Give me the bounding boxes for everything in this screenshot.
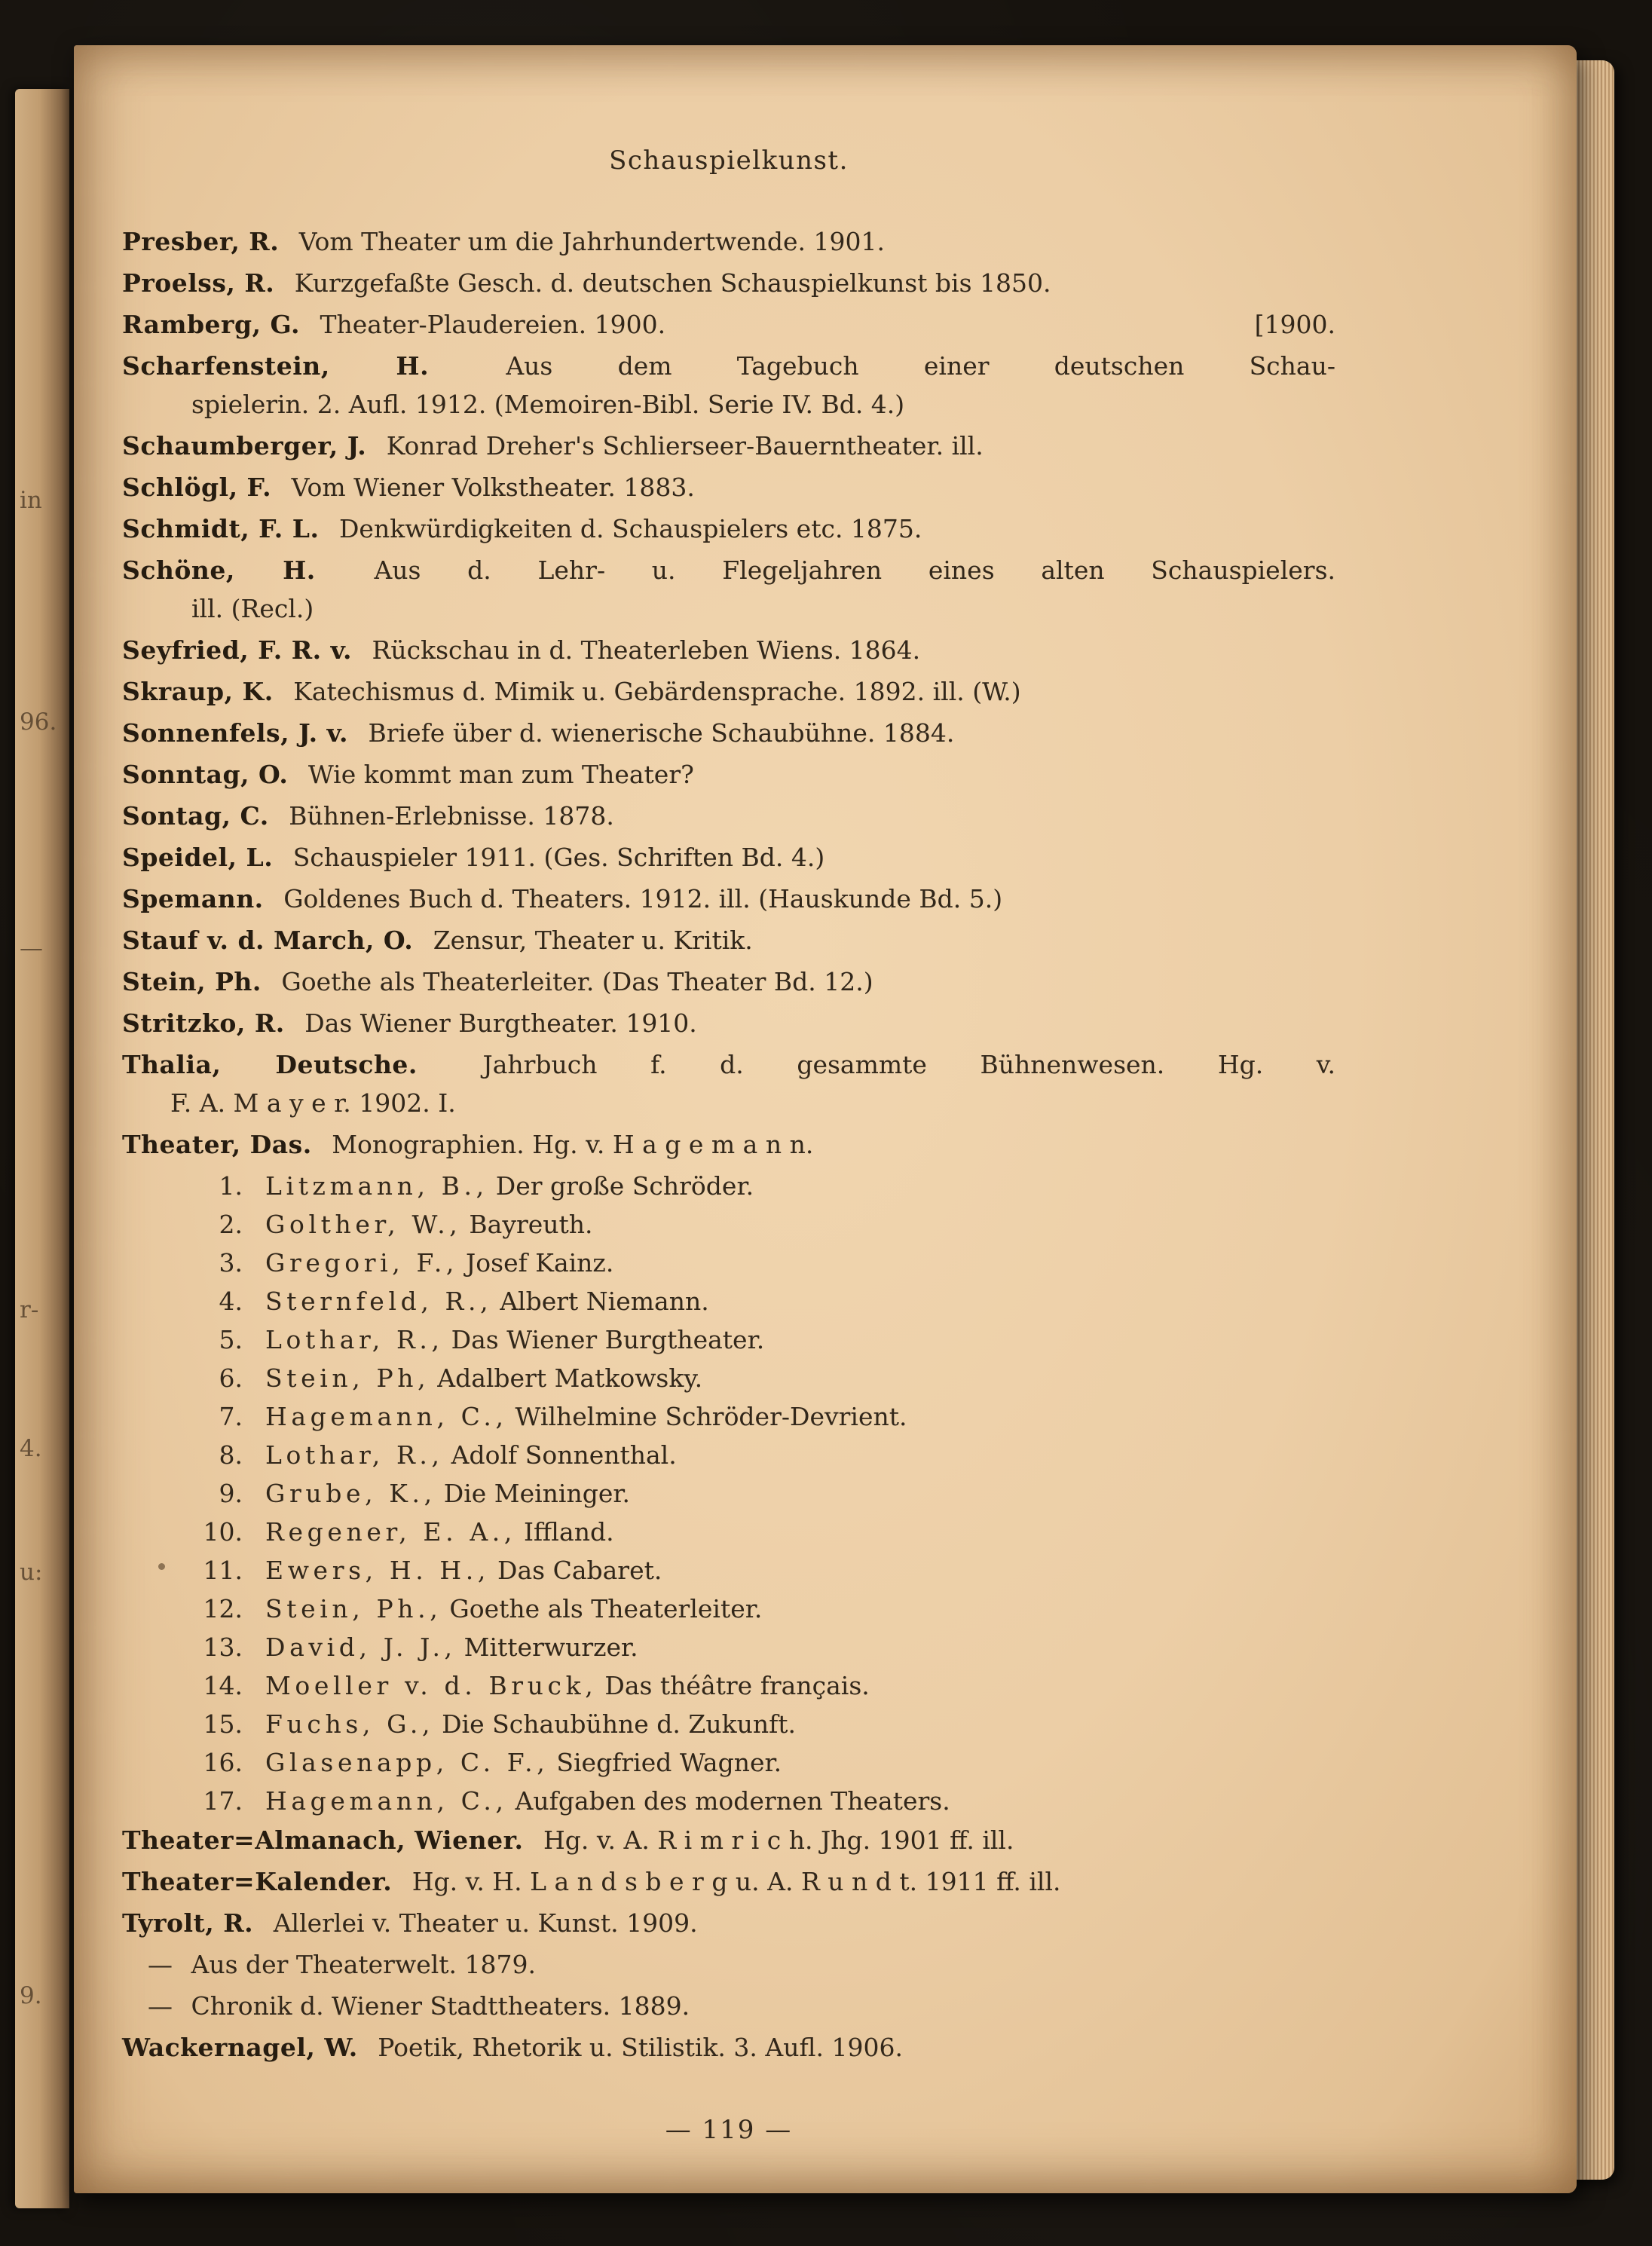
bibliography-entry (122, 880, 1335, 918)
monograph-item (122, 1628, 1335, 1666)
entry-author: Theater, Das. (122, 1130, 312, 1159)
margin-fragment: in (20, 487, 42, 514)
bibliography-entry (122, 468, 1335, 506)
item-author: Moeller v. d. Bruck, (265, 1671, 598, 1700)
entry-author: Sontag, C. (122, 801, 269, 831)
page-number: — 119 — (665, 2115, 793, 2145)
monograph-item (122, 1359, 1335, 1397)
monograph-item (122, 1205, 1335, 1244)
monograph-item (122, 1436, 1335, 1474)
item-text (265, 1167, 754, 1205)
entry-text-continuation: spielerin. 2. Aufl. 1912. (Memoiren-Bibl. Serie IV. Bd. 4.) (191, 390, 905, 419)
monograph-item (122, 1666, 1335, 1705)
entry-text: Hg. v. A. R i m r i c h. Jhg. 1901 ff. ill. (543, 1825, 1014, 1855)
item-work: Iffland. (523, 1517, 614, 1547)
entry-text: Jahrbuch f. d. gesammte Bühnenwesen. Hg. v. (482, 1050, 1335, 1079)
item-author: Glasenapp, C. F., (265, 1748, 549, 1777)
entry-text: Aus der Theaterwelt. 1879. (191, 1950, 537, 1979)
bibliography-entry (122, 427, 1335, 465)
item-text (265, 1551, 662, 1590)
item-number: 10. (203, 1517, 243, 1547)
item-work: Mitterwurzer. (463, 1632, 638, 1662)
entry-text: Goethe als Theaterleiter. (Das Theater Bd. 12.) (281, 967, 873, 996)
item-work: Bayreuth. (469, 1210, 593, 1239)
entry-text: Vom Theater um die Jahrhundertwende. 1901. (298, 227, 885, 256)
item-number: 12. (203, 1594, 243, 1623)
bibliography-entry (122, 631, 1335, 669)
item-author: Stein, Ph., (265, 1594, 442, 1623)
item-author: Grube, K., (265, 1479, 436, 1508)
item-number: 16. (203, 1748, 243, 1777)
item-work: Aufgaben des modernen Theaters. (515, 1786, 950, 1816)
item-text (265, 1436, 677, 1474)
entry-text: Aus dem Tagebuch einer deutschen Schau- (506, 351, 1335, 381)
entry-text-continuation: ill. (Recl.) (191, 594, 314, 623)
margin-fragment: 4. (20, 1435, 42, 1462)
bibliography-entry (122, 264, 1335, 302)
monograph-item (122, 1474, 1335, 1513)
item-number: 2. (219, 1210, 243, 1239)
item-author: Sternfeld, R., (265, 1287, 493, 1316)
item-text (265, 1397, 907, 1436)
bibliography-entry (122, 305, 1335, 344)
entry-author: Sonntag, O. (122, 760, 289, 789)
margin-fragment: 96. (20, 708, 57, 736)
page-content (122, 116, 1335, 2070)
monograph-item (122, 1320, 1335, 1359)
bibliography-entry (122, 1862, 1335, 1901)
monograph-item (122, 1167, 1335, 1205)
entry-author: Theater=Kalender. (122, 1867, 393, 1896)
margin-fragment: — (20, 935, 43, 962)
item-author: Lothar, R., (265, 1325, 444, 1354)
entry-author: Presber, R. (122, 227, 280, 256)
item-number: 15. (203, 1709, 243, 1739)
monograph-item (122, 1244, 1335, 1282)
bibliography-entry (122, 2028, 1335, 2067)
entry-text: Schauspieler 1911. (Ges. Schriften Bd. 4.) (292, 843, 825, 872)
entry-author: Schaumberger, J. (122, 431, 367, 461)
monograph-item (122, 1590, 1335, 1628)
monograph-item (122, 1282, 1335, 1320)
entry-text: Vom Wiener Volkstheater. 1883. (291, 473, 695, 502)
item-author: Fuchs, G., (265, 1709, 435, 1739)
bibliography-entry (122, 797, 1335, 835)
bibliography-entry (122, 1904, 1335, 1942)
item-work: Josef Kainz. (466, 1248, 614, 1278)
entry-author: Theater=Almanach, Wiener. (122, 1825, 524, 1855)
entry-author: Skraup, K. (122, 677, 274, 706)
monograph-item (122, 1397, 1335, 1436)
item-work: Das Cabaret. (497, 1556, 662, 1585)
item-author: Lothar, R., (265, 1440, 444, 1470)
item-work: Adalbert Matkowsky. (437, 1363, 703, 1393)
item-number: 8. (219, 1440, 243, 1470)
repeat-author-dash: — (148, 1991, 173, 2021)
bibliography-entry (122, 551, 1335, 628)
margin-fragment: r- (20, 1296, 39, 1323)
bibliography-entry (122, 714, 1335, 752)
entry-text: Hg. v. H. L a n d s b e r g u. A. R u n d t. 1911 ff. ill. (411, 1867, 1061, 1896)
repeat-author-dash: — (148, 1950, 173, 1979)
item-text (265, 1205, 593, 1244)
entry-author: Wackernagel, W. (122, 2033, 358, 2062)
item-work: Wilhelmine Schröder-Devrient. (515, 1402, 907, 1431)
item-number: 4. (219, 1287, 243, 1316)
item-author: Gregori, F., (265, 1248, 459, 1278)
item-text (265, 1782, 950, 1820)
entry-text: Denkwürdigkeiten d. Schauspielers etc. 1875. (338, 514, 922, 543)
entry-author: Proelss, R. (122, 268, 275, 298)
catchword-note: [1900. (1254, 310, 1335, 339)
facing-page-edge (15, 89, 69, 2208)
entry-author: Schmidt, F. L. (122, 514, 320, 543)
item-text (265, 1628, 638, 1666)
monograph-item (122, 1551, 1335, 1590)
item-number: 3. (219, 1248, 243, 1278)
bibliography-entry (122, 1004, 1335, 1042)
item-author: Hagemann, C., (265, 1786, 508, 1816)
entry-text: Allerlei v. Theater u. Kunst. 1909. (273, 1908, 698, 1938)
item-number: 9. (219, 1479, 243, 1508)
item-author: Ewers, H. H., (265, 1556, 491, 1585)
entry-text: Briefe über d. wienerische Schaubühne. 1884. (368, 718, 955, 748)
entry-text: Monographien. Hg. v. H a g e m a n n. (332, 1130, 814, 1159)
item-work: Die Schaubühne d. Zukunft. (442, 1709, 797, 1739)
item-number: 7. (219, 1402, 243, 1431)
item-number: 5. (219, 1325, 243, 1354)
item-number: 17. (203, 1786, 243, 1816)
monograph-item (122, 1743, 1335, 1782)
bibliography-entry (122, 347, 1335, 424)
bibliography-entry (122, 962, 1335, 1001)
item-work: Adolf Sonnenthal. (451, 1440, 677, 1470)
page-header: Schauspielkunst. (609, 145, 849, 176)
item-author: Stein, Ph, (265, 1363, 430, 1393)
entry-text: Bühnen-Erlebnisse. 1878. (289, 801, 614, 831)
entry-text: Wie kommt man zum Theater? (307, 760, 694, 789)
item-number: 11. (203, 1556, 243, 1585)
item-work: Goethe als Theaterleiter. (449, 1594, 763, 1623)
item-work: Das Wiener Burgtheater. (451, 1325, 765, 1354)
margin-fragment: u: (20, 1559, 43, 1586)
entry-author: Ramberg, G. (122, 310, 300, 339)
item-author: Golther, W., (265, 1210, 462, 1239)
monograph-item (122, 1513, 1335, 1551)
book-page (74, 45, 1577, 2193)
entry-author: Schöne, H. (122, 555, 316, 585)
entry-author: Sonnenfels, J. v. (122, 718, 348, 748)
bibliography-entry (122, 672, 1335, 711)
entry-text: Theater-Plaudereien. 1900. (320, 310, 666, 339)
entry-text: Poetik, Rhetorik u. Stilistik. 3. Aufl. 1906. (378, 2033, 903, 2062)
item-number: 1. (219, 1171, 243, 1201)
item-number: 14. (203, 1671, 243, 1700)
margin-fragment: 9. (20, 1982, 42, 2009)
bibliography-entry (122, 1125, 1335, 1164)
item-text (265, 1320, 764, 1359)
item-text (265, 1590, 762, 1628)
item-author: David, J. J., (265, 1632, 457, 1662)
item-work: Siegfried Wagner. (556, 1748, 782, 1777)
item-text (265, 1244, 613, 1282)
monograph-item (122, 1705, 1335, 1743)
same-author-entry (122, 1987, 1335, 2025)
item-text (265, 1359, 702, 1397)
entry-author: Stauf v. d. March, O. (122, 926, 414, 955)
bibliography-entry (122, 838, 1335, 877)
bibliography-entry (122, 1821, 1335, 1859)
monograph-series-list (122, 1167, 1335, 1820)
item-text (265, 1666, 870, 1705)
item-work: Der große Schröder. (495, 1171, 754, 1201)
item-text (265, 1282, 709, 1320)
entry-text-continuation: F. A. M a y e r. 1902. I. (170, 1088, 456, 1118)
entry-text: Kurzgefaßte Gesch. d. deutschen Schauspielkunst bis 1850. (294, 268, 1051, 298)
item-number: 6. (219, 1363, 243, 1393)
bibliography-entry (122, 1045, 1335, 1122)
item-text (265, 1705, 796, 1743)
entry-text: Das Wiener Burgtheater. 1910. (304, 1008, 697, 1038)
entry-author: Seyfried, F. R. v. (122, 635, 353, 665)
entry-author: Tyrolt, R. (122, 1908, 254, 1938)
item-text (265, 1743, 782, 1782)
entry-author: Schlögl, F. (122, 473, 272, 502)
entry-author: Stritzko, R. (122, 1008, 285, 1038)
item-work: Das théâtre français. (604, 1671, 870, 1700)
entry-text: Chronik d. Wiener Stadttheaters. 1889. (191, 1991, 690, 2021)
entry-author: Spemann. (122, 884, 264, 913)
entry-text: Rückschau in d. Theaterleben Wiens. 1864. (372, 635, 921, 665)
item-number: 13. (203, 1632, 243, 1662)
bibliography-entry (122, 921, 1335, 959)
entry-author: Stein, Ph. (122, 967, 262, 996)
entry-author: Scharfenstein, H. (122, 351, 430, 381)
same-author-entry (122, 1945, 1335, 1984)
item-author: Litzmann, B., (265, 1171, 488, 1201)
item-work: Albert Niemann. (500, 1287, 709, 1316)
bibliography-entry (122, 222, 1335, 261)
entry-text: Konrad Dreher's Schlierseer-Bauerntheater. ill. (386, 431, 984, 461)
entry-author: Speidel, L. (122, 843, 274, 872)
item-text (265, 1513, 614, 1551)
entry-author: Thalia, Deutsche. (122, 1050, 418, 1079)
bibliography-entry (122, 755, 1335, 794)
monograph-item (122, 1782, 1335, 1820)
entry-text: Aus d. Lehr- u. Flegeljahren eines alten Schauspielers. (374, 555, 1335, 585)
item-work: Die Meininger. (443, 1479, 631, 1508)
bibliography-entry (122, 509, 1335, 548)
item-author: Regener, E. A., (265, 1517, 516, 1547)
entry-text: Zensur, Theater u. Kritik. (433, 926, 753, 955)
entry-text: Katechismus d. Mimik u. Gebärdensprache. 1892. ill. (W.) (293, 677, 1021, 706)
item-author: Hagemann, C., (265, 1402, 508, 1431)
item-text (265, 1474, 630, 1513)
entry-text: Goldenes Buch d. Theaters. 1912. ill. (Hauskunde Bd. 5.) (283, 884, 1003, 913)
